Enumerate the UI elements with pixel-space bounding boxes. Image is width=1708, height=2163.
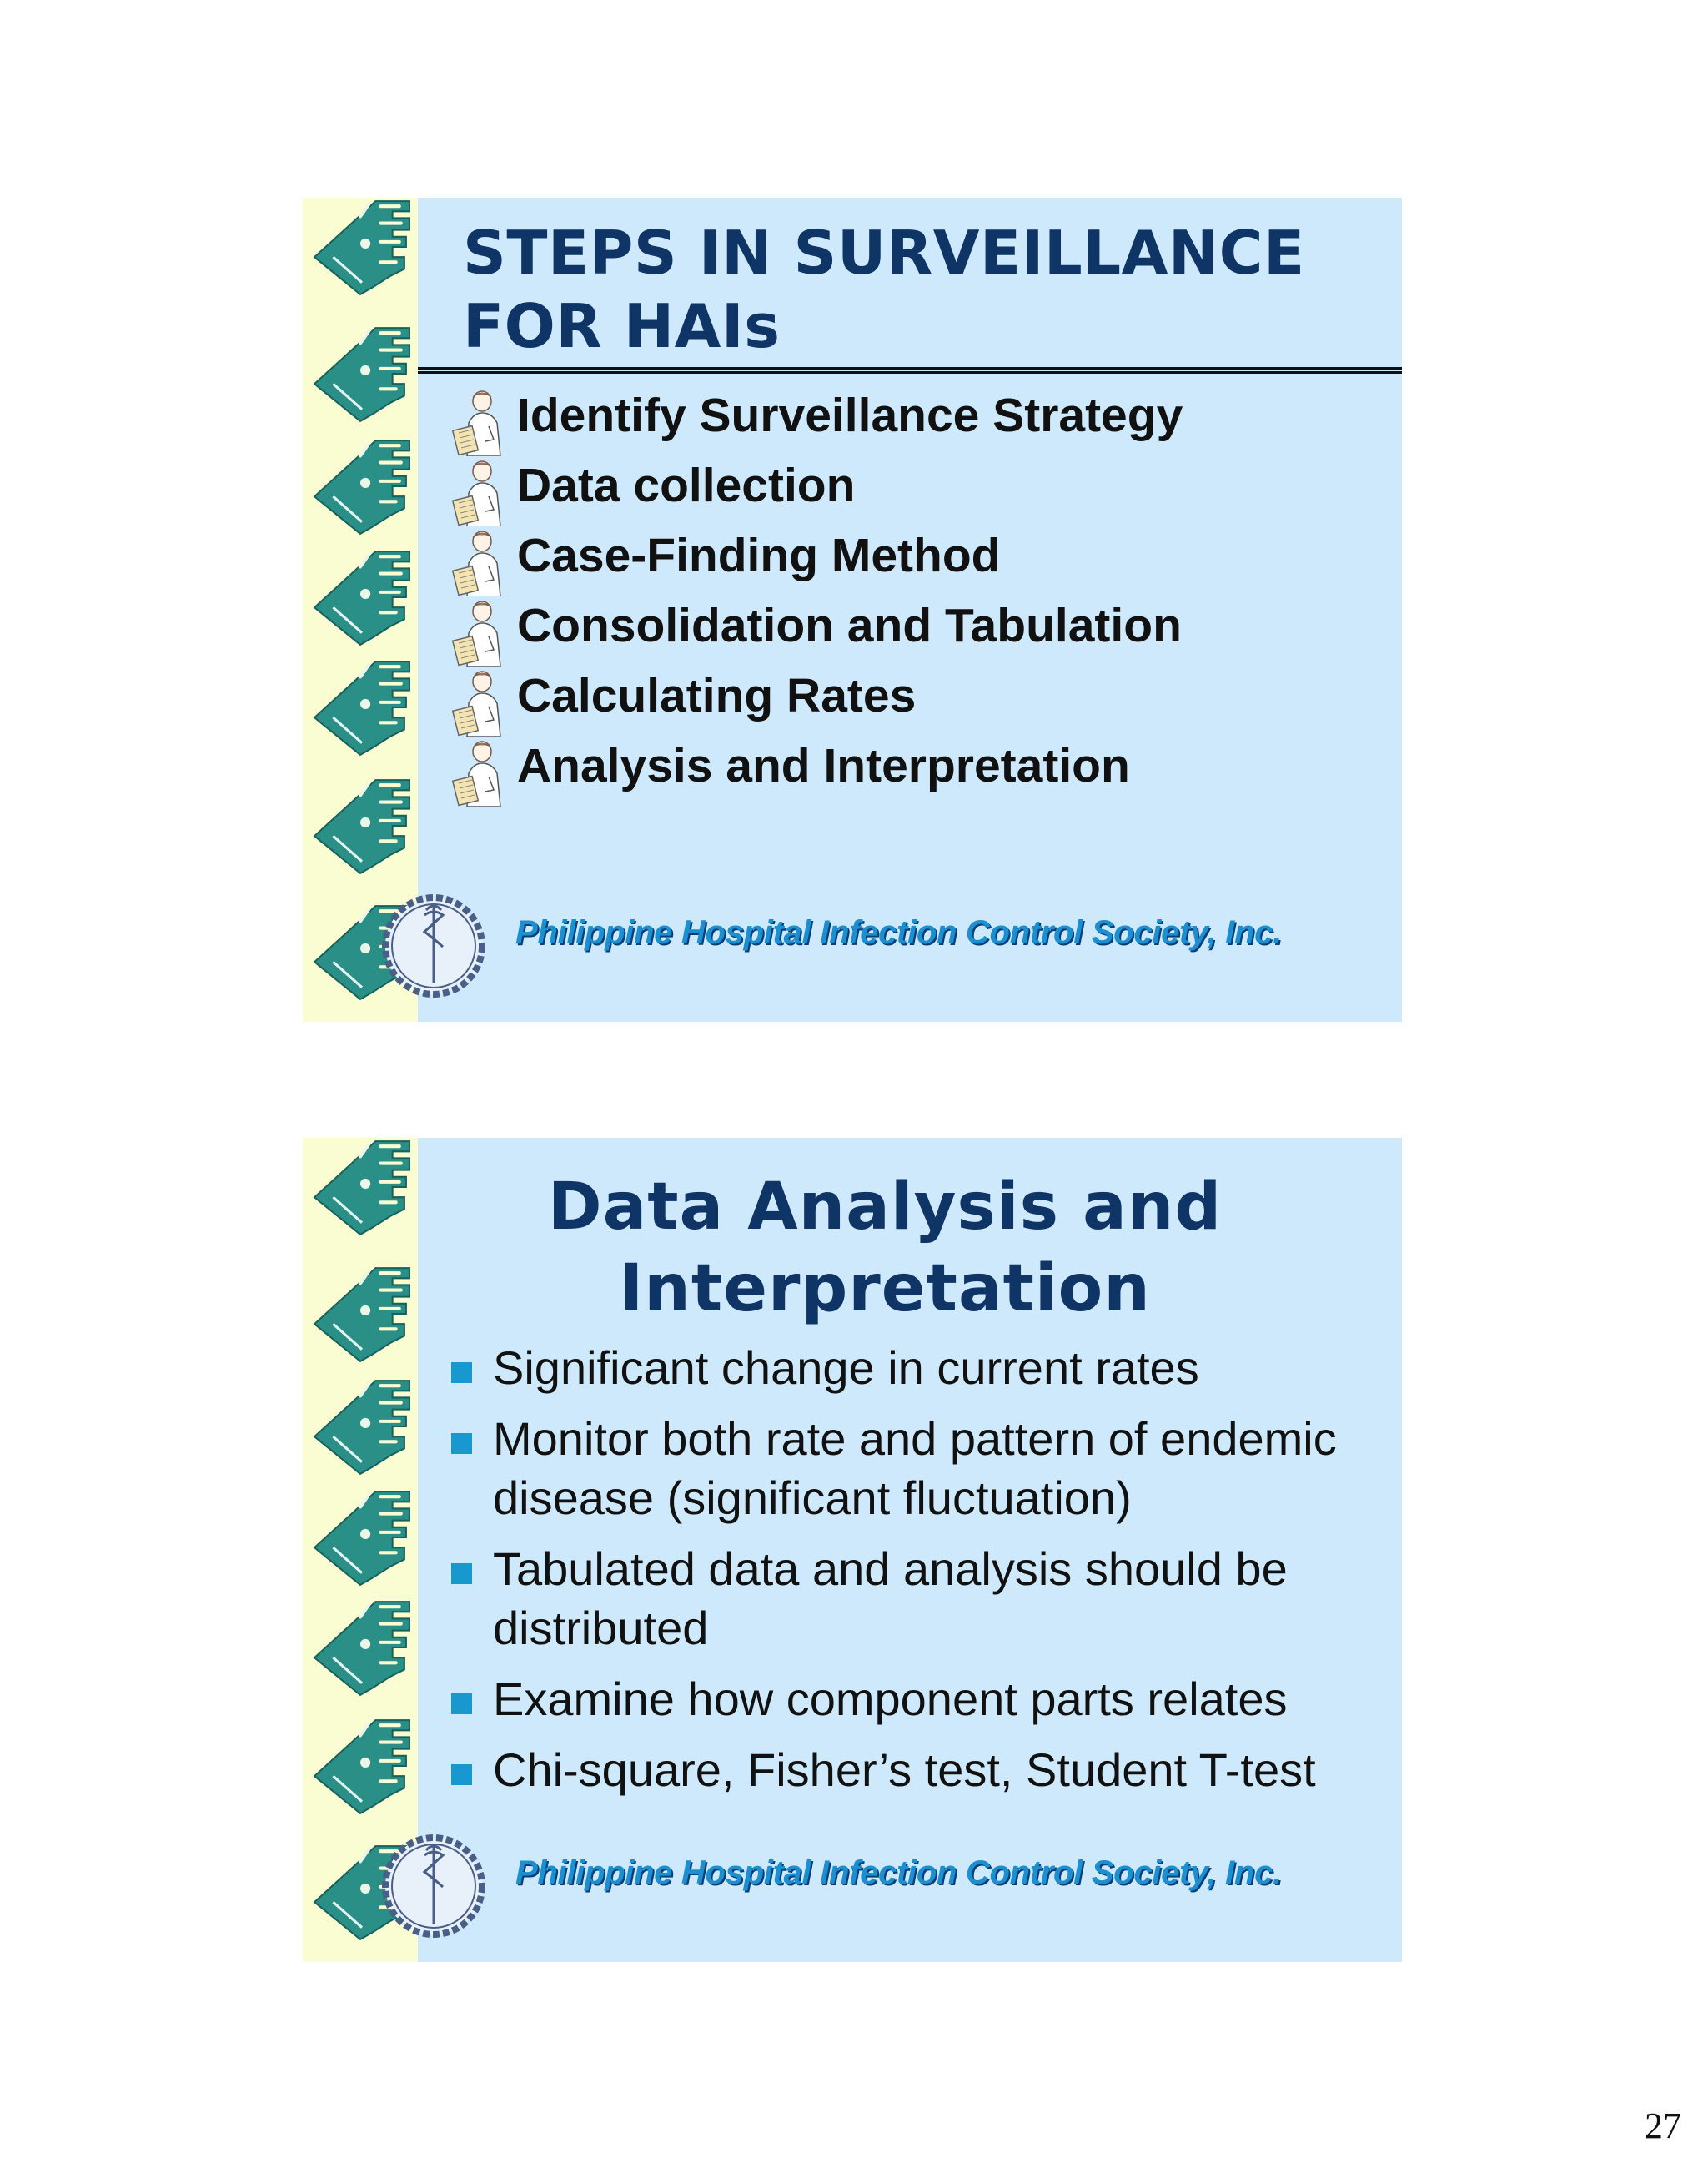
bullet-text: Monitor both rate and pattern of endemic disease (significant fluctuation) <box>493 1412 1337 1524</box>
bullet-square-icon <box>451 1362 472 1383</box>
slide-steps-in-surveillance <box>303 198 1402 1022</box>
nurse-icon <box>449 460 510 526</box>
bullet-text: Tabulated data and analysis should be distributed <box>493 1542 1288 1654</box>
hand-icon <box>309 437 411 536</box>
list-item <box>451 1409 1385 1527</box>
nurse-icon <box>449 740 510 807</box>
slide-title <box>463 216 1305 363</box>
slide-title-line: FOR HAIs <box>463 291 781 361</box>
step-label: Calculating Rates <box>517 669 917 722</box>
hand-icon <box>309 777 411 875</box>
hand-icon <box>309 548 411 646</box>
hand-icon <box>309 198 411 296</box>
hand-icon <box>309 1717 411 1815</box>
bullet-square-icon <box>451 1563 472 1584</box>
hand-icon <box>309 1138 411 1236</box>
step-label: Case-Finding Method <box>517 529 1001 582</box>
hand-icon <box>309 658 411 757</box>
society-logo-icon <box>379 1832 488 1940</box>
list-item <box>451 1740 1385 1799</box>
hand-icon <box>309 1488 411 1587</box>
slide-title-line: STEPS IN SURVEILLANCE <box>463 218 1305 288</box>
list-item <box>451 1338 1385 1397</box>
bullet-text: Chi-square, Fisher’s test, Student T-test <box>493 1743 1316 1796</box>
hand-icon <box>309 1377 411 1476</box>
bullet-square-icon <box>451 1693 472 1714</box>
step-label: Consolidation and Tabulation <box>517 599 1182 652</box>
title-divider <box>418 367 1402 374</box>
bullet-list <box>451 1338 1385 1811</box>
step-label: Identify Surveillance Strategy <box>517 389 1183 442</box>
step-label: Data collection <box>517 459 856 512</box>
footer-society-name: Philippine Hospital Infection Control Society, Inc. <box>515 1854 1282 1891</box>
bullet-square-icon <box>451 1764 472 1785</box>
list-item <box>451 1539 1385 1657</box>
hand-icon <box>309 1598 411 1697</box>
step-label: Analysis and Interpretation <box>517 739 1130 792</box>
footer-society-name: Philippine Hospital Infection Control Society, Inc. <box>515 914 1282 951</box>
hand-icon <box>309 1265 411 1363</box>
slide-title-line: Data Analysis and <box>547 1170 1223 1245</box>
slide-title <box>418 1166 1402 1330</box>
page-number: 27 <box>1645 2105 1681 2146</box>
bullet-text: Significant change in current rates <box>493 1341 1199 1394</box>
bullet-text: Examine how component parts relates <box>493 1673 1288 1725</box>
hand-icon <box>309 324 411 423</box>
nurse-icon <box>449 670 510 737</box>
slide-data-analysis <box>303 1138 1402 1962</box>
slide-title-line: Interpretation <box>619 1251 1151 1326</box>
nurse-icon <box>449 390 510 456</box>
society-logo-icon <box>379 892 488 1000</box>
bullet-square-icon <box>451 1433 472 1454</box>
nurse-icon <box>449 530 510 596</box>
nurse-icon <box>449 600 510 667</box>
list-item <box>451 1669 1385 1728</box>
